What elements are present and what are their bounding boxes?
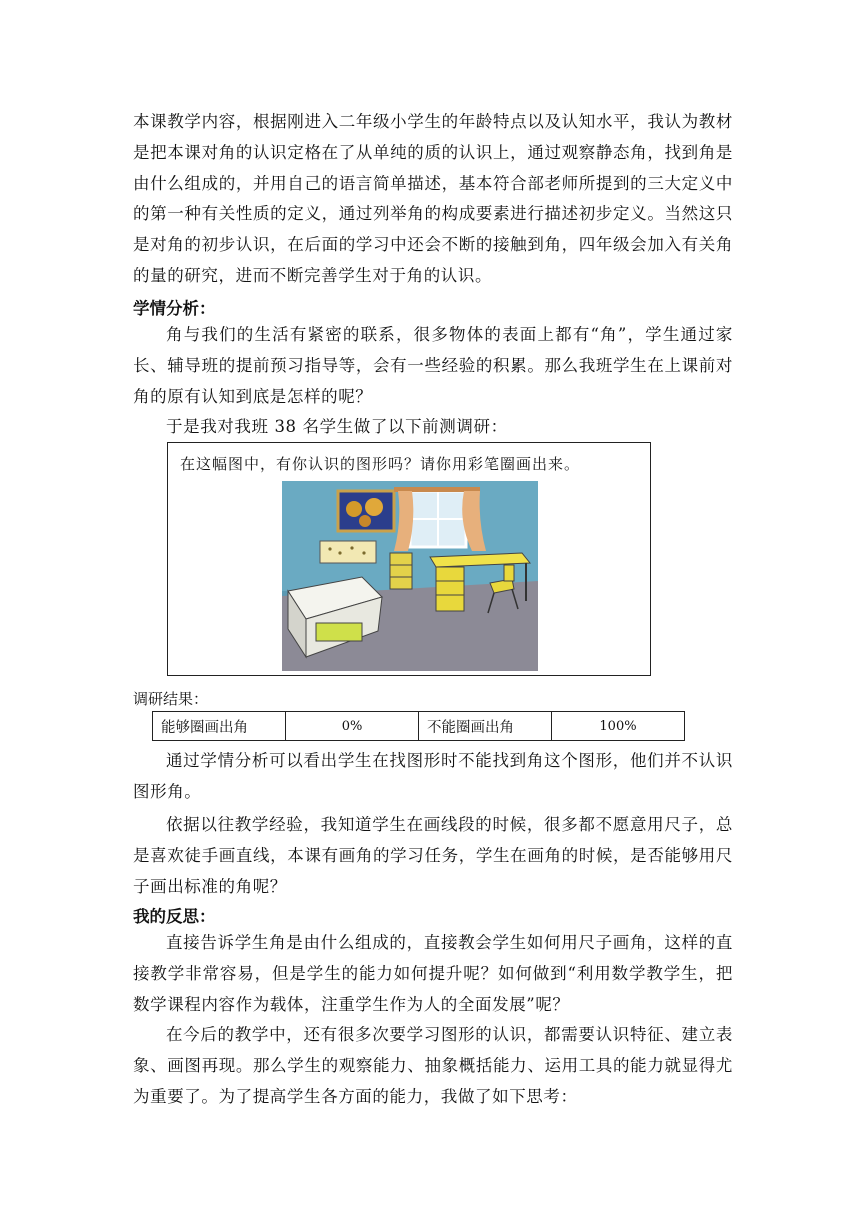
analysis-paragraph-2: 于是我对我班 38 名学生做了以下前测调研： <box>166 417 508 436</box>
analysis-heading: 学情分析： <box>133 299 216 318</box>
survey-question: 在这幅图中，有你认识的图形吗？请你用彩笔圈画出来。 <box>180 455 581 473</box>
reflection-heading: 我的反思： <box>133 907 216 926</box>
intro-paragraph: 本课教学内容，根据刚进入二年级小学生的年龄特点以及认知水平，我认为教材是把本课对角的认识定格在了从单纯的质的认识上，通过观察静态角，找到角是由什么组成的，并用自己的语言简单描述，基本符合部老师所提到的三大定义中的第一种有关性质的定义，通过列举角的构成要素进行描述初步定义。当然这只是对角的初步认识，在后面的学习中还会不断的接触到角，四年级会加入有关角的量的研究，进而不断完善学生对于角的认识。 <box>133 112 733 285</box>
after-paragraph-2: 依据以往教学经验，我知道学生在画线段的时候，很多都不愿意用尺子，总是喜欢徒手画直线，本课有画角的学习任务，学生在画角的时候，是否能够用尺子画出标准的角呢？ <box>133 815 733 896</box>
cannot-label-cell: 不能圈画出角 <box>419 712 552 741</box>
reflection-paragraph-1: 直接告诉学生角是由什么组成的，直接教会学生如何用尺子画角，这样的直接教学非常容易，但是学生的能力如何提升呢？如何做到“利用数学教学生，把数学课程内容作为载体，注重学生作为人的全面发展”呢？ <box>133 933 733 1014</box>
survey-box <box>167 442 651 676</box>
can-label-cell: 能够圈画出角 <box>153 712 286 741</box>
analysis-paragraph-1: 角与我们的生活有紧密的联系，很多物体的表面上都有“角”，学生通过家长、辅导班的提前预习指导等，会有一些经验的积累。那么我班学生在上课前对角的原有认知到底是怎样的呢？ <box>133 325 733 406</box>
bedroom-illustration <box>282 481 538 671</box>
can-value-cell: 0% <box>286 712 419 741</box>
results-table <box>152 711 685 741</box>
cannot-value-cell: 100% <box>552 712 685 741</box>
reflection-paragraph-2: 在今后的教学中，还有很多次要学习图形的认识，都需要认识特征、建立表象、画图再现。那么学生的观察能力、抽象概括能力、运用工具的能力就显得尤为重要了。为了提高学生各方面的能力，我做了如下思考： <box>133 1025 733 1106</box>
table-row <box>153 712 685 741</box>
after-paragraph-1: 通过学情分析可以看出学生在找图形时不能找到角这个图形，他们并不认识图形角。 <box>133 751 733 801</box>
result-label: 调研结果： <box>133 690 209 708</box>
